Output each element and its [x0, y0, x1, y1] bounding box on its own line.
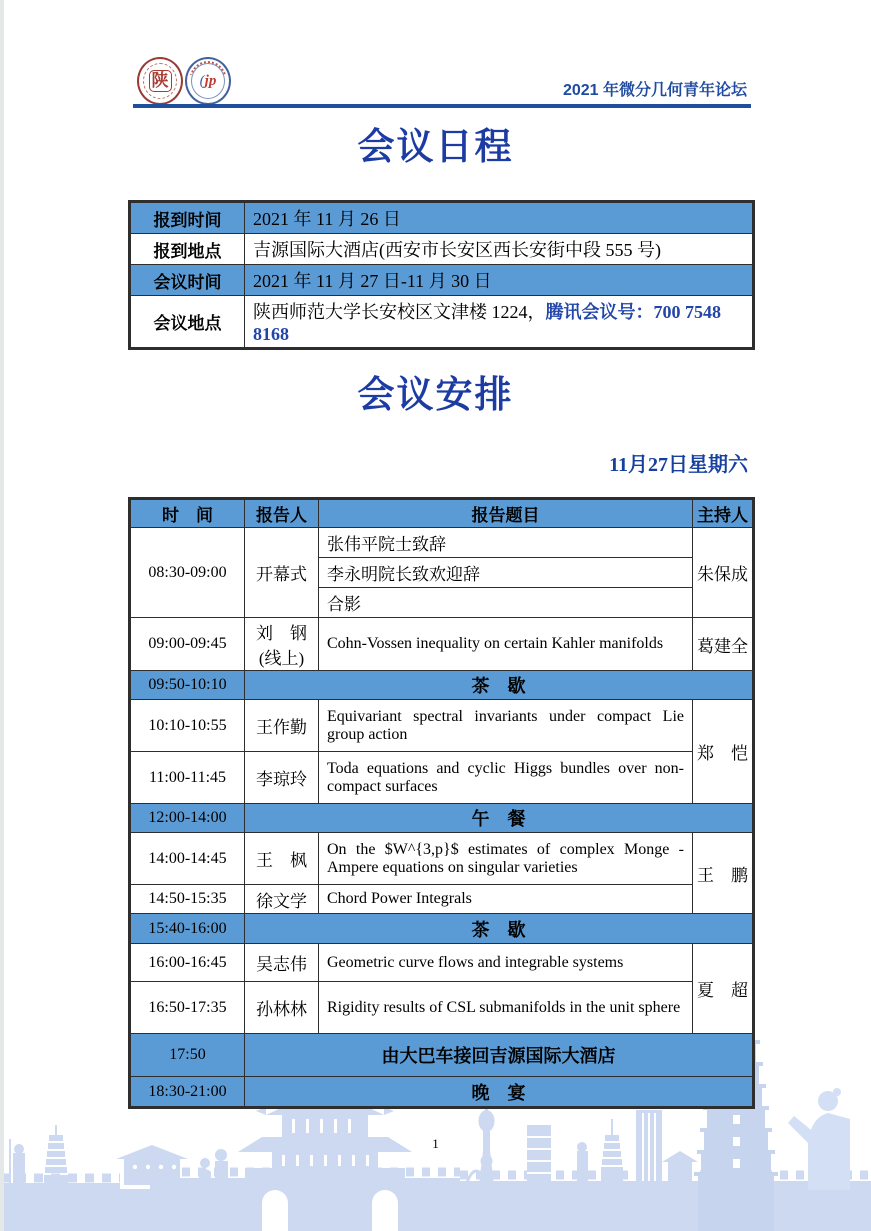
small-pagoda-silhouette: [601, 1119, 623, 1185]
time-cell: 09:50-10:10: [130, 671, 245, 700]
break-label-cell: 茶 歇: [245, 671, 754, 700]
chair-cell: 葛建全: [693, 618, 754, 671]
speaker-cell: 王作勤: [245, 700, 319, 752]
registration-info-table: [128, 200, 755, 350]
time-cell: 18:30-21:00: [130, 1077, 245, 1108]
time-cell: 08:30-09:00: [130, 528, 245, 618]
institute-seal-icon: [185, 57, 231, 105]
info-value: [245, 296, 754, 349]
header-rule: [133, 104, 751, 108]
talk-title-cell: Cohn-Vossen inequality on certain Kahler manifolds: [319, 618, 693, 671]
speaker-cell: [245, 618, 319, 671]
section-title-schedule: 会议日程: [357, 126, 514, 167]
info-value: 2021 年 11 月 26 日: [245, 202, 754, 234]
talk-title-cell: Chord Power Integrals: [319, 885, 693, 914]
speaker-cell: 孙林林: [245, 982, 319, 1034]
speaker-note: (线上): [258, 649, 305, 668]
event-label-cell: 由大巴车接回吉源国际大酒店: [245, 1034, 754, 1077]
info-label: 报到地点: [130, 234, 245, 265]
talk-title-cell: Toda equations and cyclic Higgs bundles over non-compact surfaces: [319, 752, 693, 804]
seal-ring: [143, 63, 177, 99]
schedule-table: [128, 497, 755, 1109]
page-edge-shadow: [0, 0, 4, 1231]
break-label-cell: 晚 宴: [245, 1077, 754, 1108]
chair-cell: 王 鹏: [693, 833, 754, 914]
chair-cell: 夏 超: [693, 944, 754, 1034]
col-header-time: 时 间: [130, 499, 245, 528]
table-row: [130, 944, 754, 982]
col-header-chair: 主持人: [693, 499, 754, 528]
break-label-cell: 午 餐: [245, 804, 754, 833]
table-row: [130, 234, 754, 265]
speaker-cell: 吴志伟: [245, 944, 319, 982]
speaker-cell: 开幕式: [245, 528, 319, 618]
info-label: 报到时间: [130, 202, 245, 234]
chair-cell: 朱保成: [693, 528, 754, 618]
seal-character: 陕: [149, 70, 172, 92]
table-row: [130, 265, 754, 296]
venue-text: 陕西师范大学长安校区文津楼 1224，: [253, 302, 546, 322]
break-row: [130, 914, 754, 944]
info-value: 2021 年 11 月 27 日-11 月 30 日: [245, 265, 754, 296]
seal-monogram-letters: jp: [204, 72, 217, 89]
table-header-row: [130, 499, 754, 528]
table-row: [130, 700, 754, 752]
talk-title-cell: Rigidity results of CSL submanifolds in the unit sphere: [319, 982, 693, 1034]
col-header-title: 报告题目: [319, 499, 693, 528]
time-cell: 15:40-16:00: [130, 914, 245, 944]
opening-item: 李永明院长致欢迎辞: [319, 558, 693, 588]
opening-item: 合影: [319, 588, 693, 618]
table-row: [130, 528, 754, 558]
date-heading: 11月27日星期六: [609, 454, 748, 476]
break-row: [130, 804, 754, 833]
opening-item: 张伟平院士致辞: [319, 528, 693, 558]
col-header-speaker: 报告人: [245, 499, 319, 528]
break-row: [130, 1077, 754, 1108]
talk-title-cell: Equivariant spectral invariants under compact Lie group action: [319, 700, 693, 752]
table-row: [130, 982, 754, 1034]
info-label: 会议地点: [130, 296, 245, 349]
speaker-cell: 李琼玲: [245, 752, 319, 804]
time-cell: 16:00-16:45: [130, 944, 245, 982]
time-cell: 09:00-09:45: [130, 618, 245, 671]
seal-monogram-paren: (: [199, 72, 205, 89]
header-logos: [137, 57, 231, 107]
break-label-cell: 茶 歇: [245, 914, 754, 944]
temple-silhouette: [662, 1151, 698, 1185]
table-row: [130, 618, 754, 671]
table-row: [130, 752, 754, 804]
time-cell: 16:50-17:35: [130, 982, 245, 1034]
tencent-meeting-id: 腾讯会议号：700 7548 8168: [253, 302, 721, 344]
time-cell: 14:00-14:45: [130, 833, 245, 885]
talk-title-cell: Geometric curve flows and integrable systems: [319, 944, 693, 982]
speaker-cell: 徐文学: [245, 885, 319, 914]
forum-title: 2021 年微分几何青年论坛: [562, 82, 747, 99]
speaker-name: 刘 钢: [256, 624, 307, 643]
table-row: [130, 296, 754, 349]
table-row: [130, 833, 754, 885]
time-cell: 11:00-11:45: [130, 752, 245, 804]
page-number: 1: [432, 1136, 439, 1151]
time-cell: 10:10-10:55: [130, 700, 245, 752]
break-row: [130, 671, 754, 700]
info-label: 会议时间: [130, 265, 245, 296]
speaker-cell: 王 枫: [245, 833, 319, 885]
table-row: [130, 202, 754, 234]
time-cell: 12:00-14:00: [130, 804, 245, 833]
event-row: [130, 1034, 754, 1077]
table-row: [130, 885, 754, 914]
small-pagoda-silhouette: [44, 1125, 68, 1185]
info-value: 吉源国际大酒店(西安市长安区西长安街中段 555 号): [245, 234, 754, 265]
chair-cell: 郑 恺: [693, 700, 754, 804]
university-seal-icon: [137, 57, 183, 105]
talk-title-cell: On the $W^{3,p}$ estimates of complex Monge -Ampere equations on singular varieties: [319, 833, 693, 885]
time-cell: 14:50-15:35: [130, 885, 245, 914]
section-title-arrangement: 会议安排: [357, 374, 514, 415]
time-cell: 17:50: [130, 1034, 245, 1077]
striped-tower-silhouette: [527, 1125, 551, 1185]
